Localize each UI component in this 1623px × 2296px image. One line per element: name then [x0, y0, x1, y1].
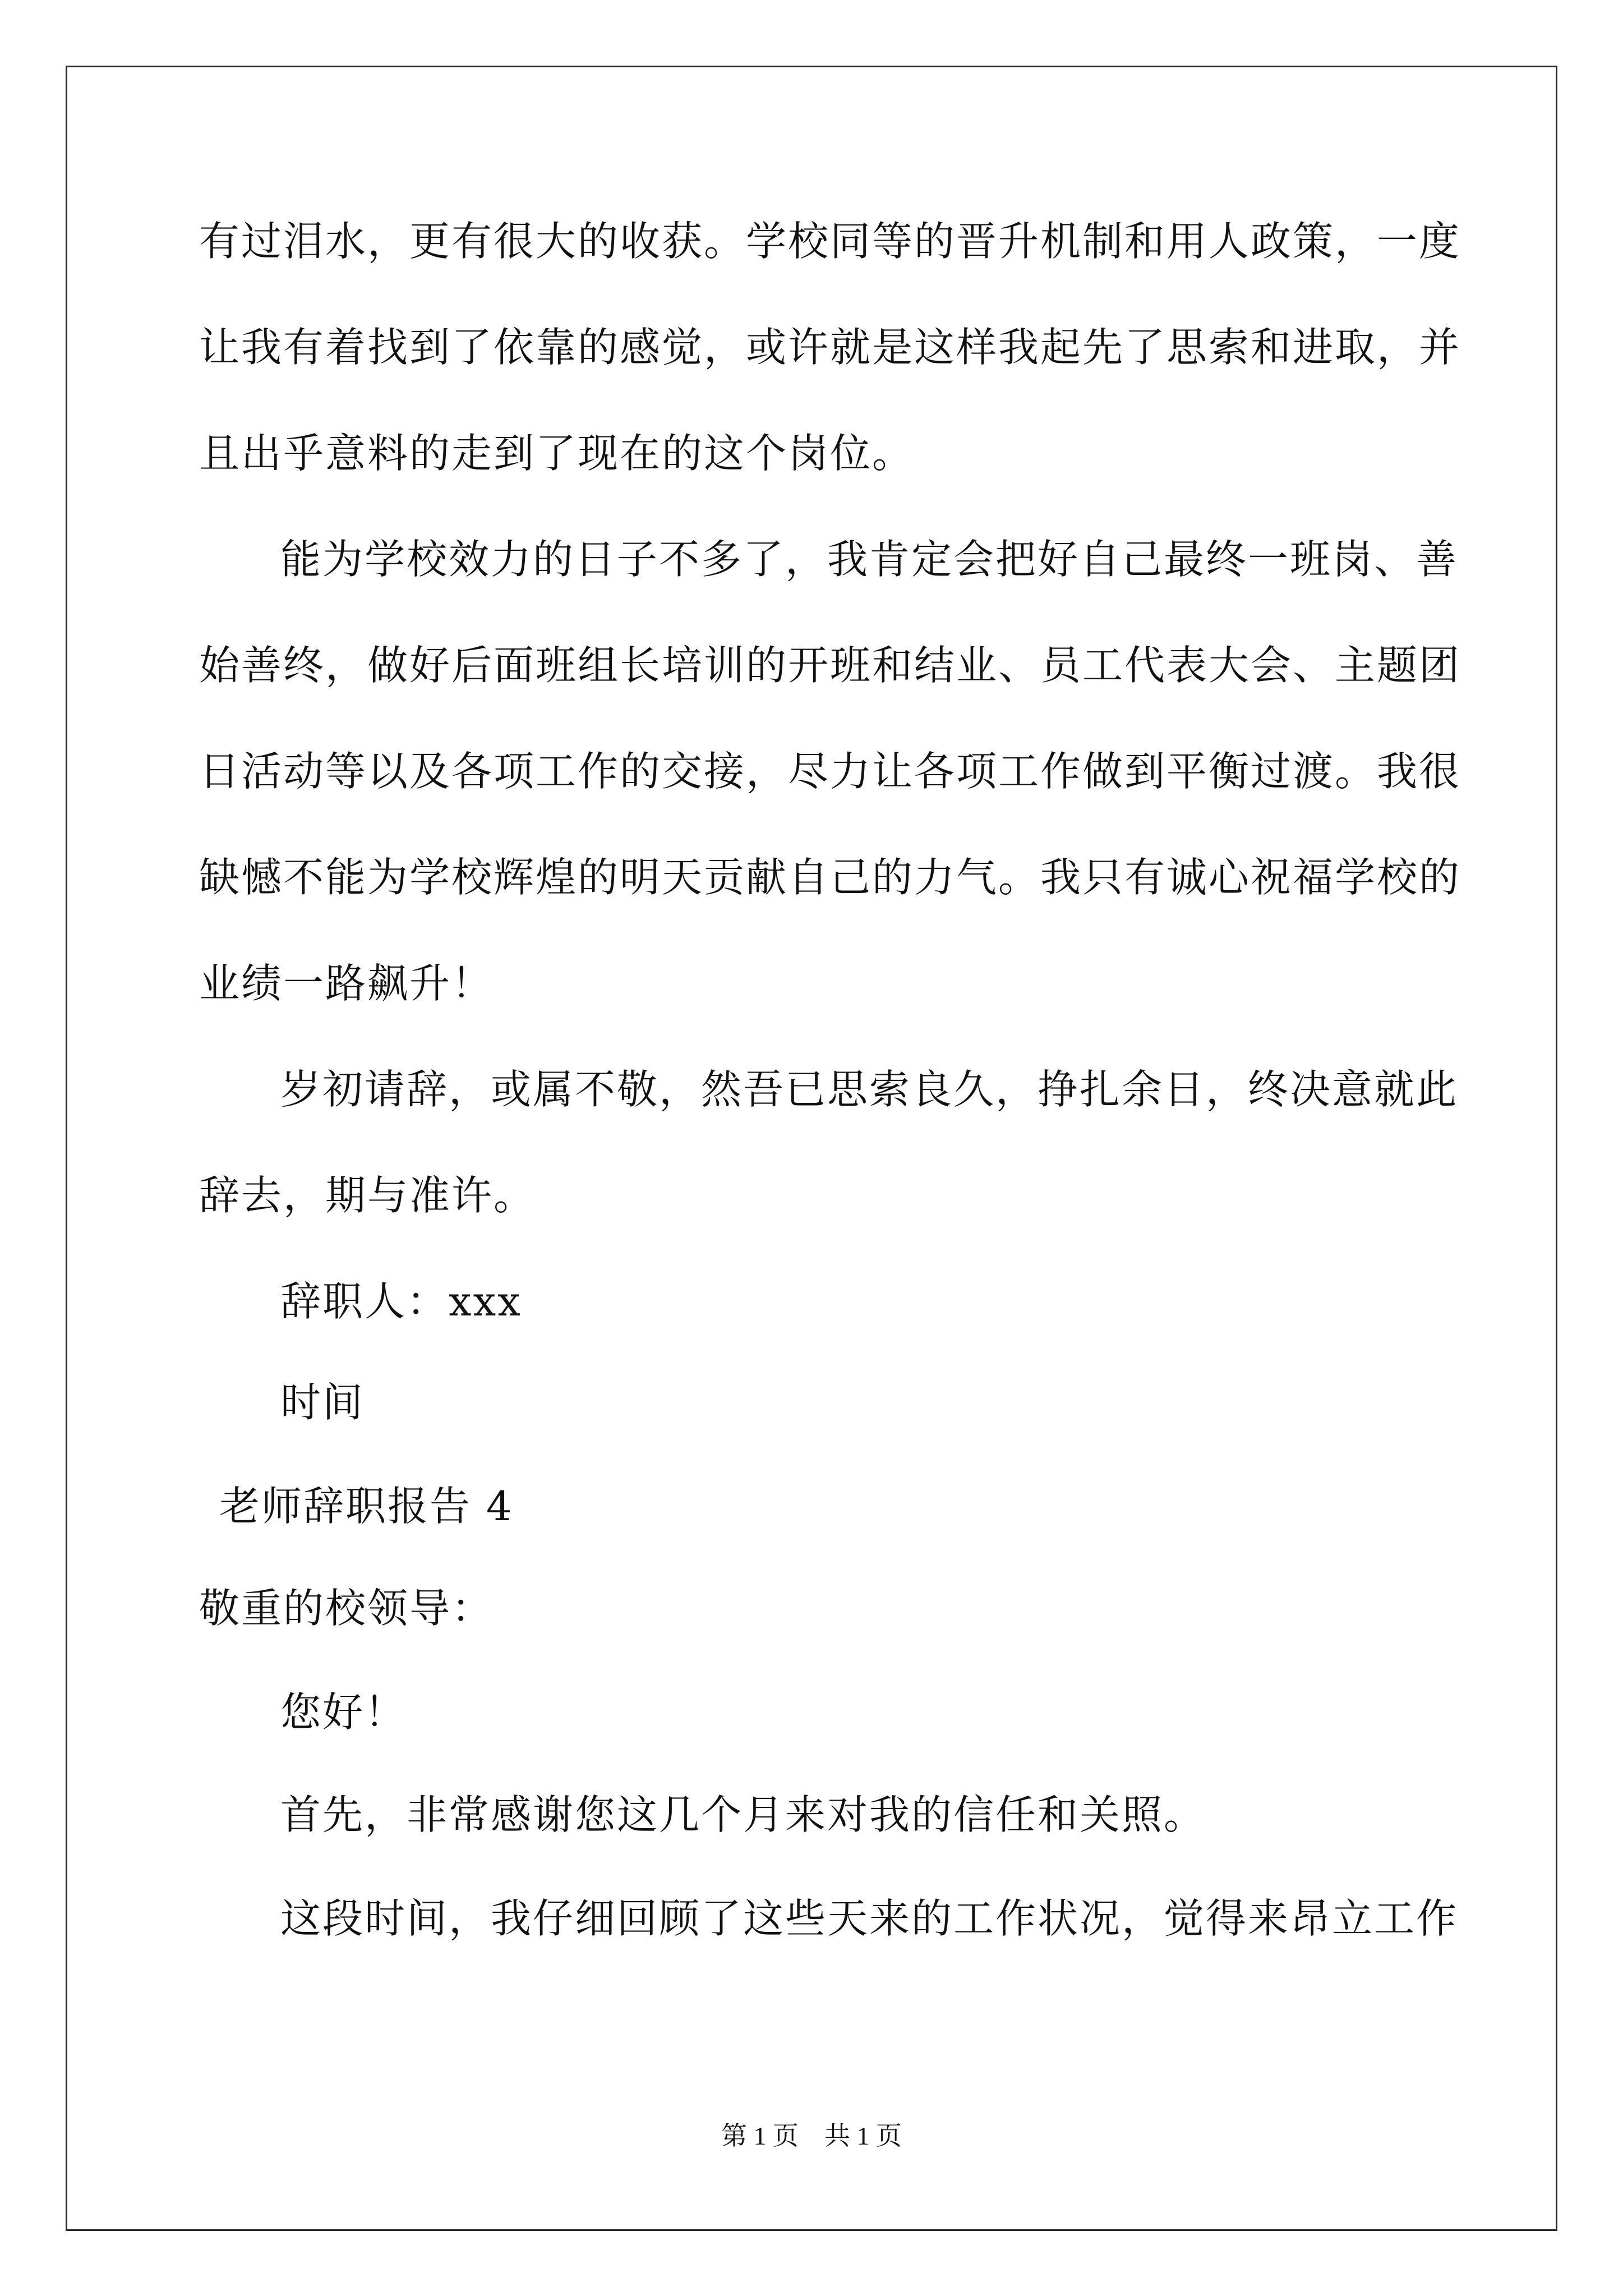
text-line: 业绩一路飙升！: [199, 960, 494, 1007]
paragraph-start-line: 首先，非常感谢您这几个月来对我的信任和关照。: [280, 1791, 1206, 1838]
signature-line: 辞职人：xxx: [280, 1278, 522, 1325]
paragraph-start-line: 能为学校效力的日子不多了，我肯定会把好自己最终一班岗、善: [280, 536, 1459, 583]
text-line: 辞去，期与准许。: [199, 1172, 536, 1219]
text-line: 有过泪水，更有很大的收获。学校同等的晋升机制和用人政策，一度: [199, 218, 1461, 265]
date-line: 时间: [280, 1379, 365, 1426]
text-line: 缺憾不能为学校辉煌的明天贡献自己的力气。我只有诚心祝福学校的: [199, 854, 1461, 901]
text-line: 让我有着找到了依靠的感觉，或许就是这样我起先了思索和进取，并: [199, 324, 1461, 371]
salutation-line: 敬重的校领导：: [199, 1585, 494, 1632]
section-heading: 老师辞职报告 4: [219, 1483, 514, 1530]
greeting-line: 您好！: [280, 1688, 407, 1736]
paragraph-start-line: 这段时间，我仔细回顾了这些天来的工作状况，觉得来昂立工作: [280, 1895, 1459, 1942]
page-number-footer: 第 1 页 共 1 页: [721, 2122, 902, 2150]
text-line: 日活动等以及各项工作的交接，尽力让各项工作做到平衡过渡。我很: [199, 748, 1461, 795]
paragraph-start-line: 岁初请辞，或属不敬，然吾已思索良久，挣扎余日，终决意就此: [280, 1066, 1459, 1113]
text-line: 且出乎意料的走到了现在的这个岗位。: [199, 430, 915, 477]
text-line: 始善终，做好后面班组长培训的开班和结业、员工代表大会、主题团: [199, 642, 1461, 689]
